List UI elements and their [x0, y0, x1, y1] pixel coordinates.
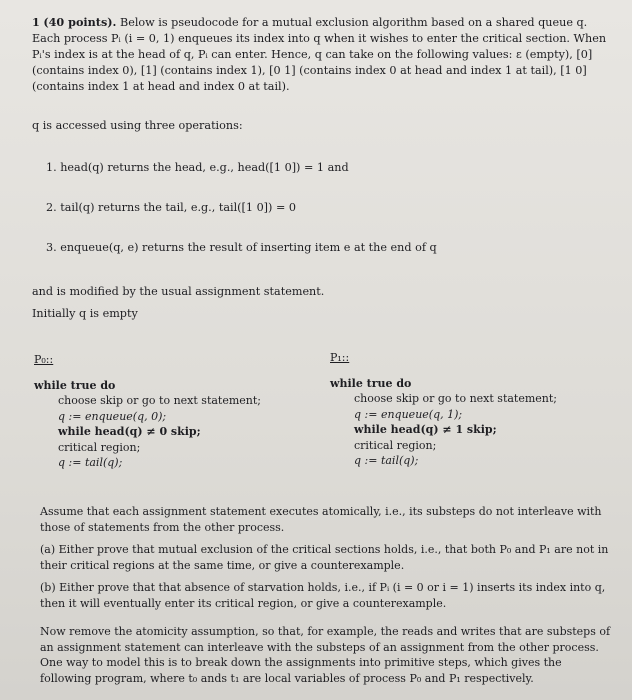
p1-header: P₁::: [330, 351, 350, 364]
process-p0-code: [34, 352, 261, 471]
p1-choose-line: choose skip or go to next statement;: [354, 392, 558, 405]
initially-text: Initially q is empty: [32, 307, 138, 320]
problem-intro-text: Below is pseudocode for a mutual exclusion algorithm based on a shared queue q. Each process Pᵢ (i = 0, 1) enqueues its index into q when it wishes to enter the critical section. When Pᵢ's index is at the head of q, Pᵢ can enter. Hence, q can take on the following values: ε (empty), [0] (contains index 0), [1] (contains index 1), [0 1] (contains index 0 at head and index 1 at tail), [1 0] (contains index 1 at head and index 0 at tail).: [32, 16, 607, 93]
p0-tail-line: q := tail(q);: [58, 456, 123, 469]
p0-wait-line: while head(q) ≠ 0 skip;: [58, 425, 201, 438]
p1-critical-line: critical region;: [354, 438, 437, 452]
p1-wait-line: while head(q) ≠ 1 skip;: [354, 423, 497, 436]
p0-enqueue-line: q := enqueue(q, 0);: [58, 409, 167, 423]
p0-choose-line: choose skip or go to next statement;: [58, 394, 262, 407]
atomicity-assumption: Assume that each assignment statement executes atomically, i.e., its substeps do not interleave with those of statements from the other process.: [40, 505, 602, 534]
question-a: (a) Either prove that mutual exclusion of the critical sections holds, i.e., that both P₀ and P₁ are not in their critical regions at the same time, or give a counterexample.: [40, 543, 609, 572]
p0-while-line: while true do: [34, 378, 116, 392]
op-tail: 2. tail(q) returns the tail, e.g., tail([1 0]) = 0: [46, 201, 297, 214]
remove-atomicity-text: Now remove the atomicity assumption, so that, for example, the reads and writes that are substeps of an assignment statement can interleave with the substeps of an assignment from the other process. One way to model this is to break down the assignments into primitive steps, which gives the following program, where t₀ ands t₁ are local variables of process P₀ and P₁ respectively.: [40, 625, 611, 685]
modified-text: and is modified by the usual assignment statement.: [32, 285, 325, 298]
problem-points: (40 points).: [43, 15, 117, 29]
op-head: 1. head(q) returns the head, e.g., head([1 0]) = 1 and: [46, 161, 349, 174]
problem-number: 1: [32, 15, 40, 29]
ops-intro: q is accessed using three operations:: [32, 119, 243, 132]
p1-enqueue-line: q := enqueue(q, 1);: [354, 407, 463, 421]
op-enqueue: 3. enqueue(q, e) returns the result of inserting item e at the end of q: [46, 241, 437, 254]
question-b: (b) Either prove that that absence of starvation holds, i.e., if Pᵢ (i = 0 or i = 1) inserts its index into q, then it will eventually enter its critical region, or give a counterexample.: [40, 581, 606, 610]
p0-critical-line: critical region;: [58, 440, 141, 454]
p0-header: P₀::: [34, 353, 54, 366]
p1-tail-line: q := tail(q);: [354, 454, 419, 467]
problem-intro: [32, 14, 614, 95]
process-p1-code: [330, 350, 557, 469]
p1-while-line: while true do: [330, 376, 412, 390]
